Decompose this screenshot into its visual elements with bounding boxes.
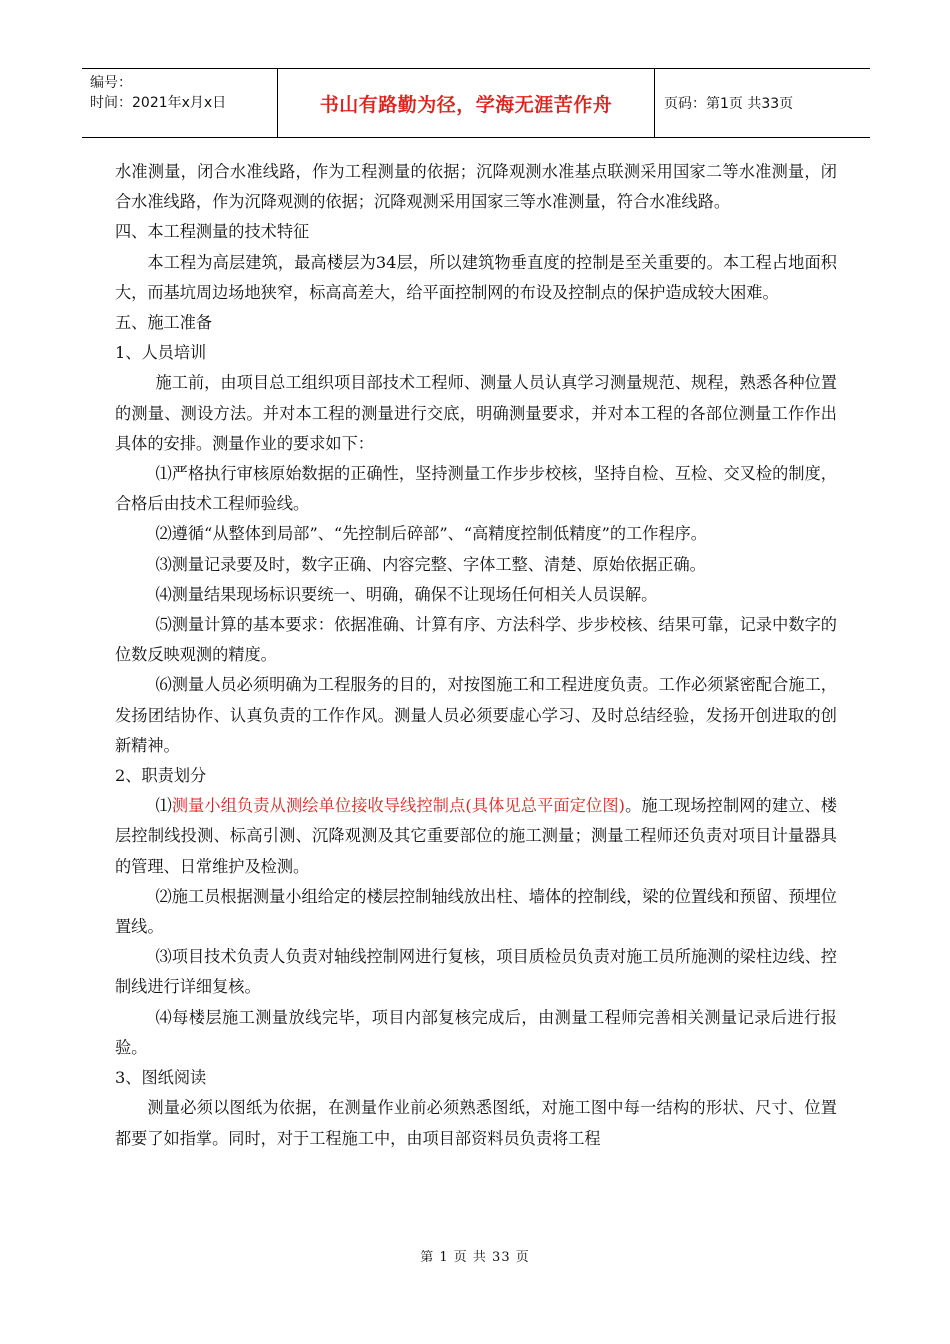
subsection-heading: 2、职责划分 — [115, 766, 207, 786]
list-item — [115, 791, 837, 882]
document-body — [115, 157, 837, 1154]
document-number-label: 编号： — [90, 75, 132, 91]
list-item: ⑴严格执行审核原始数据的正确性，坚持测量工作步步校核，坚持自检、互检、交叉检的制度，合格后由技术工程师验线。 — [115, 464, 837, 514]
page-header — [82, 68, 870, 138]
list-item: ⑶测量记录要及时，数字正确、内容完整、字体工整、清楚、原始依据正确。 — [155, 554, 706, 574]
page-footer: 第 1 页 共 33 页 — [420, 1250, 530, 1265]
list-item: ⑷测量结果现场标识要统一、明确，确保不让现场任何相关人员误解。 — [155, 584, 658, 604]
highlighted-text: 测量小组负责从测绘单位接收导线控制点(具体见总平面定位图) — [171, 796, 625, 816]
list-item-text: 。施工现场控制网的建立、楼层控制线投测、标高引测、沉降观测及其它重要部位的施工测量；测量工程师还负责对项目计量器具的管理、日常维护及检测。 — [115, 796, 837, 876]
list-item: ⑵施工员根据测量小组给定的楼层控制轴线放出柱、墙体的控制线，梁的位置线和预留、预埋位置线。 — [115, 886, 837, 937]
section-heading: 四、本工程测量的技术特征 — [115, 222, 310, 242]
header-motto: 书山有路勤为径，学海无涯苦作舟 — [278, 69, 655, 137]
paragraph: 水准测量，闭合水准线路，作为工程测量的依据；沉降观测水准基点联测采用国家二等水准测量，闭合水准线路，作为沉降观测的依据；沉降观测采用国家三等水准测量，符合水准线路。 — [115, 162, 837, 212]
header-page-info: 页码：第1页 共33页 — [664, 96, 794, 112]
subsection-heading: 3、图纸阅读 — [115, 1068, 207, 1088]
paragraph: 本工程为高层建筑，最高楼层为34层，所以建筑物垂直度的控制是至关重要的。本工程占地面积大，而基坑周边场地狭窄，标高高差大，给平面控制网的布设及控制点的保护造成较大困难。 — [115, 252, 837, 302]
list-item: ⑸测量计算的基本要求：依据准确、计算有序、方法科学、步步校核、结果可靠，记录中数字的位数反映观测的精度。 — [115, 615, 837, 665]
list-item-number: ⑴ — [155, 796, 172, 816]
header-meta — [82, 69, 278, 137]
list-item: ⑵遵循“从整体到局部”、“先控制后碎部”、“高精度控制低精度”的工作程序。 — [155, 524, 707, 544]
document-date: 时间：2021年x月x日 — [90, 95, 227, 111]
paragraph: 施工前，由项目总工组织项目部技术工程师、测量人员认真学习测量规范、规程，熟悉各种位置的测量、测设方法。并对本工程的测量进行交底，明确测量要求，并对本工程的各部位测量工作作出具体的安排。测量作业的要求如下： — [115, 373, 837, 453]
list-item: ⑷每楼层施工测量放线完毕，项目内部复核完成后，由测量工程师完善相关测量记录后进行报验。 — [115, 1007, 837, 1057]
paragraph: 测量必须以图纸为依据，在测量作业前必须熟悉图纸，对施工图中每一结构的形状、尺寸、位置都要了如指掌。同时，对于工程施工中，由项目部资料员负责将工程 — [115, 1098, 837, 1148]
subsection-heading: 1、人员培训 — [115, 343, 207, 363]
section-heading: 五、施工准备 — [115, 313, 213, 333]
list-item: ⑹测量人员必须明确为工程服务的目的，对按图施工和工程进度负责。工作必须紧密配合施工，发扬团结协作、认真负责的工作作风。测量人员必须要虚心学习、及时总结经验，发扬开创进取的创新精神。 — [115, 675, 837, 755]
list-item: ⑶项目技术负责人负责对轴线控制网进行复核，项目质检员负责对施工员所施测的梁柱边线、控制线进行详细复核。 — [115, 947, 837, 997]
